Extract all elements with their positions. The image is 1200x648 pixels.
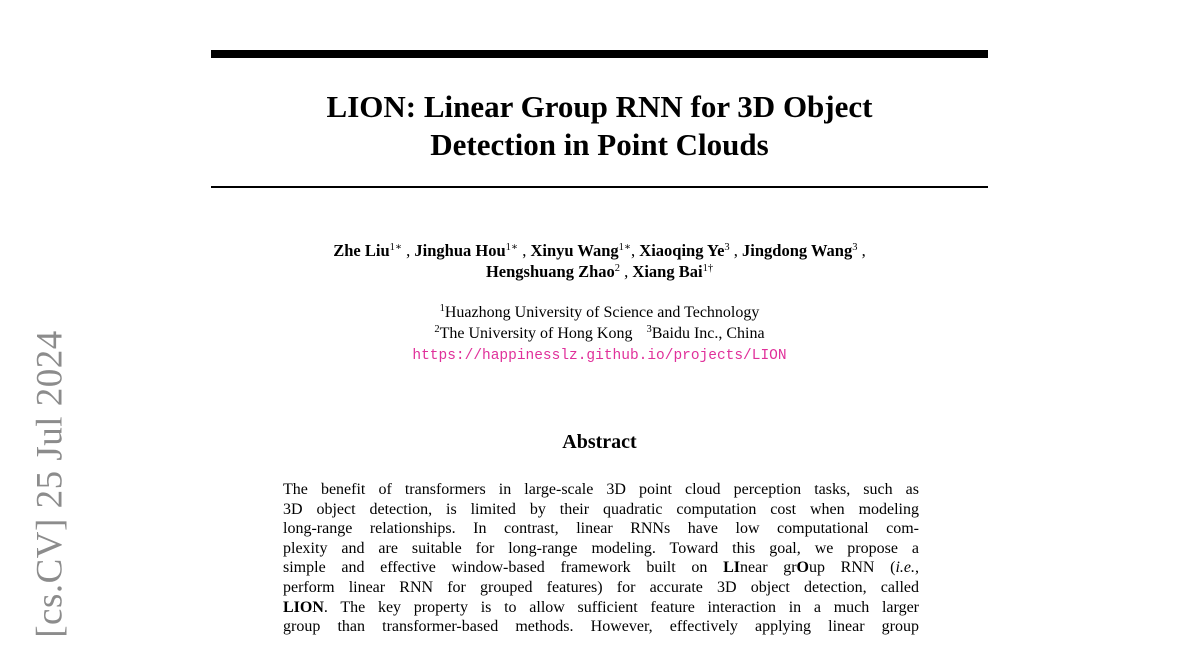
title-line-1: LION: Linear Group RNN for 3D Object — [326, 89, 873, 124]
abstract-line: long-range relationships. In contrast, linear RNNs have low computational com- — [283, 520, 919, 538]
abstract-line: plexity and are suitable for long-range modeling. Toward this goal, we propose a — [283, 539, 919, 557]
author-affil-sup: 1∗ — [618, 242, 632, 253]
title-bottom-rule — [211, 186, 988, 188]
author-list — [211, 240, 988, 282]
affiliation-hku: The University of Hong Kong — [439, 325, 633, 342]
affiliation-baidu: Baidu Inc., China — [651, 325, 765, 342]
abstract-line: LION. The key property is to allow sufficient feature interaction in a much larger — [283, 598, 919, 616]
affiliation-hust: Huazhong University of Science and Technology — [444, 304, 760, 321]
paper-title — [211, 88, 988, 164]
title-line-2: Detection in Point Clouds — [430, 127, 769, 162]
author-name: Jinghua Hou — [414, 241, 506, 260]
abstract-line: perform linear RNN for grouped features) for accurate 3D object detection, called — [283, 578, 919, 596]
author-name: Zhe Liu — [333, 241, 390, 260]
affil-sup: 2 — [434, 324, 440, 335]
author-affil-sup: 1∗ — [505, 242, 519, 253]
author-affil-sup: 2 — [614, 263, 621, 274]
author-line-2: Hengshuang Zhao$^2$ , Xiang Bai$^{1\dagger}$ — [485, 262, 714, 281]
title-top-rule — [211, 50, 988, 58]
author-affil-sup: 3 — [852, 242, 858, 253]
arxiv-side-stamp: [cs.CV] 25 Jul 2024 — [29, 330, 71, 638]
author-line-1: Zhe Liu$^{1∗}$ , Jinghua Hou$^{1∗}$ , Xinyu Wang$^{1∗}$, Xiaoqing Ye$^3$ , Jingdong Wang$^3$ , — [333, 241, 866, 260]
author-name: Xiaoqing Ye — [639, 241, 725, 260]
author-affil-sup: 3 — [724, 242, 730, 253]
author-name: Jingdong Wang — [742, 241, 853, 260]
author-name: Xinyu Wang — [530, 241, 619, 260]
author-affil-sup: 1† — [702, 263, 714, 274]
affiliation-line-2 — [211, 323, 988, 344]
affiliations — [211, 302, 988, 367]
author-affil-sup: 1∗ — [389, 242, 403, 253]
abstract-heading: Abstract — [562, 431, 637, 453]
affil-sup: 3 — [646, 324, 652, 335]
abstract-line: simple and effective window-based framework built on LInear grOup RNN (i.e., — [283, 559, 920, 577]
affiliation-line-3 — [211, 344, 988, 367]
project-url-link[interactable]: https://happinesslz.github.io/projects/LION — [412, 348, 787, 364]
affil-sup: 1 — [439, 303, 445, 314]
author-name: Hengshuang Zhao — [485, 262, 615, 281]
abstract-line: The benefit of transformers in large-scale 3D point cloud perception tasks, such as — [283, 481, 919, 498]
abstract-line: group than transformer-based methods. However, effectively applying linear group — [283, 618, 919, 636]
affiliation-line-1 — [211, 302, 988, 323]
abstract-line: 3D object detection, is limited by their quadratic computation cost when modeling — [283, 500, 919, 518]
abstract-body — [283, 480, 919, 637]
author-name: Xiang Bai — [632, 262, 703, 281]
